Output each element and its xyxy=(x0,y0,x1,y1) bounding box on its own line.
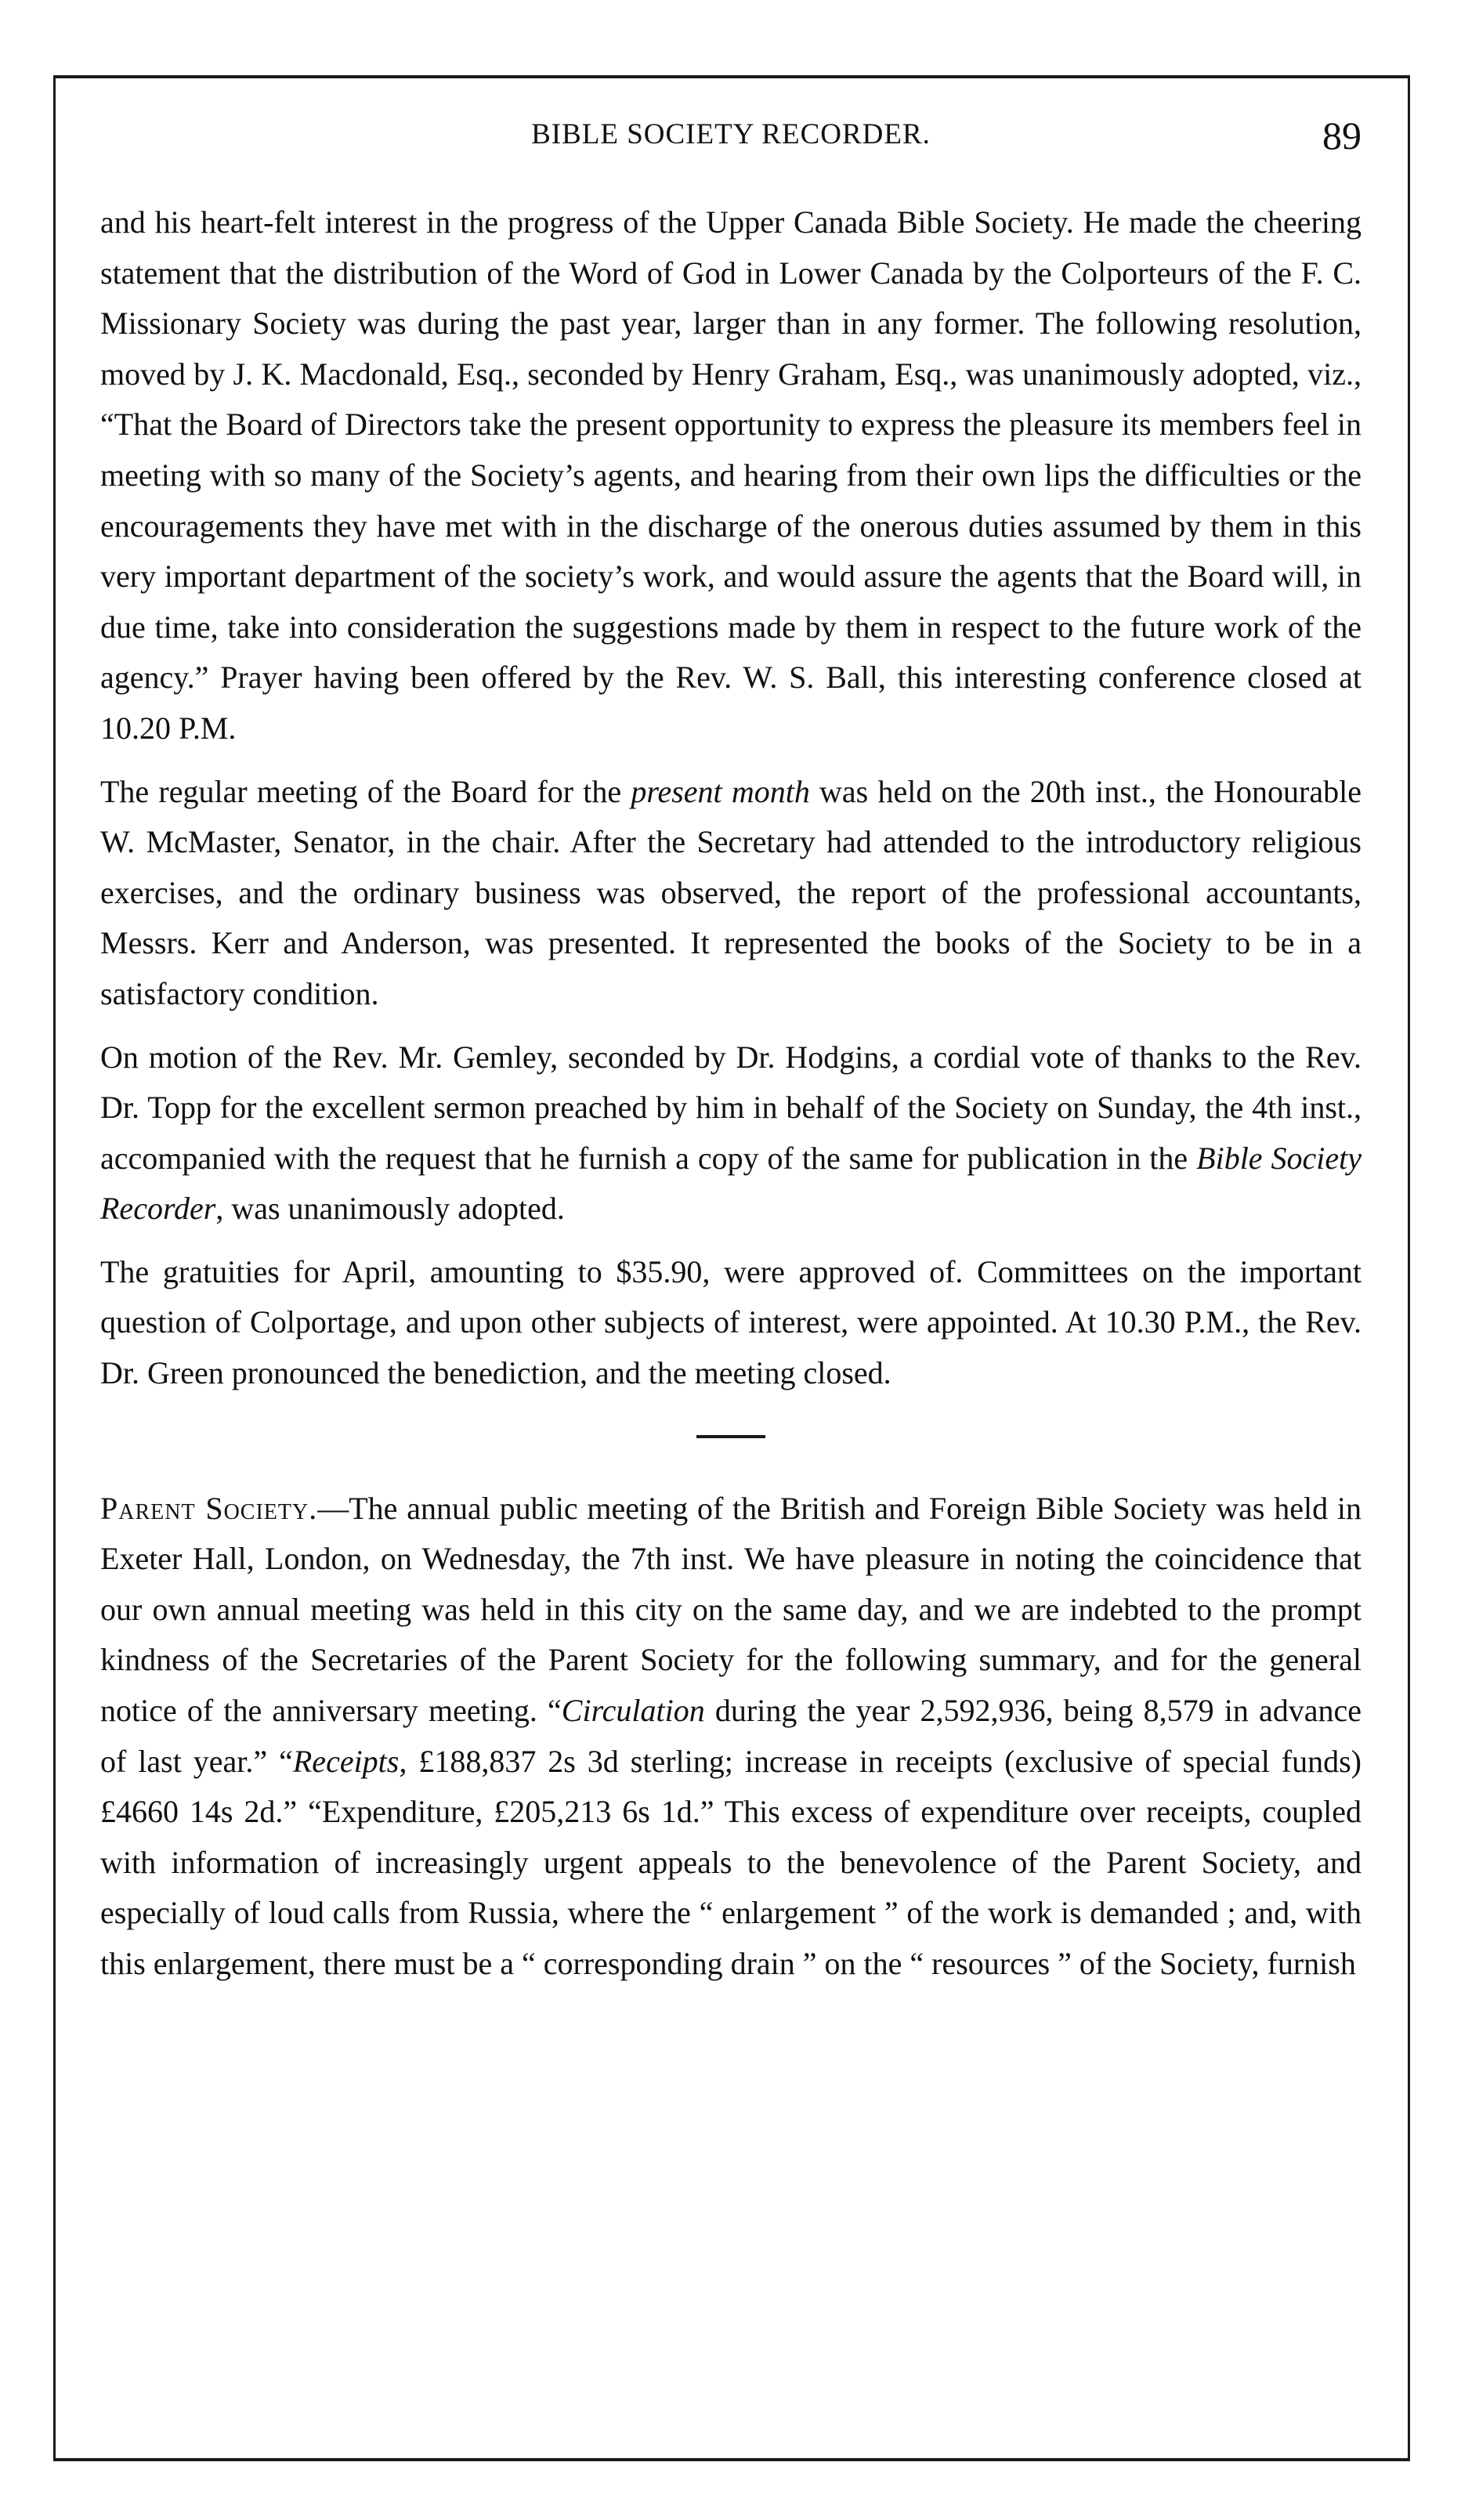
paragraph-conference: and his heart-felt interest in the progress of the Upper Canada Bible Society. He made the cheering statement that the distribution of the Word of God in Lower Canada by the Colporteurs of the F. C. Missionary Society was during the past year, larger than in any former. The following resolution, moved by J. K. Macdonald, Esq., seconded by Henry Graham, Esq., was unanimously adopted, viz., “That the Board of Directors take the present opportunity to express the pleasure its members feel in meeting with so many of the Society’s agents, and hearing from their own lips the difficulties or the encouragements they have met with in the discharge of the onerous duties assumed by them in this very important department of the society’s work, and would assure the agents that the Board will, in due time, take into consideration the suggestions made by them in respect to the future work of the agency.” Prayer having been offered by the Rev. W. S. Ball, this interesting conference closed at 10.20 P.M. xyxy=(100,204,1362,746)
italic-circulation: Circulation xyxy=(561,1693,705,1729)
section-divider xyxy=(696,1435,765,1438)
page-number: 89 xyxy=(1322,114,1362,157)
paragraph-parent-society xyxy=(100,1484,1362,1990)
paragraph-vote-of-thanks xyxy=(100,1032,1362,1235)
text-run: On motion of the Rev. Mr. Gemley, seconded by Dr. Hodgins, a cordial vote of thanks to the Rev. Dr. Topp for the excellent sermon preached by him in behalf of the Society on Sunday, the 4th inst., accompanied with the request that he furnish a copy of the same for publication in the xyxy=(100,1039,1362,1176)
italic-publication-title: Bible Society Recorder xyxy=(100,1140,1362,1227)
text-run: during the year 2,592,936, being 8,579 in advance of last year.” “ xyxy=(100,1693,1362,1779)
italic-present-month: present month xyxy=(631,773,810,809)
page-header xyxy=(100,114,1362,180)
text-run: , was unanimously adopted. xyxy=(215,1191,565,1227)
paragraph-gratuities: The gratuities for April, amounting to $35.90, were approved of. Committees on the important question of Colportage, and upon other subjects of interest, were appointed. At 10.30 P.M., the Rev. Dr. Green pronounced the benediction, and the meeting closed. xyxy=(100,1253,1362,1391)
section-lead-parent-society: Parent Society. xyxy=(100,1490,318,1526)
text-run: —The annual public meeting of the British and Foreign Bible Society was held in Exeter Hall, London, on Wednesday, the 7th inst. We have pleasure in noting the coincidence that our own annual meeting was held in this city on the same day, and we are indebted to the prompt kindness of the Secretaries of the Parent Society for the following summary, and for the general notice of the anniversary meeting. “ xyxy=(100,1490,1362,1729)
running-head: BIBLE SOCIETY RECORDER. xyxy=(531,118,931,150)
article-body xyxy=(100,197,1362,1990)
italic-receipts: Receipts, xyxy=(292,1743,407,1779)
text-run: was held on the 20th inst., the Honourable W. McMaster, Senator, in the chair. After the Secretary had attended to the introductory religious exercises, and the ordinary business was observed, the report of the professional accountants, Messrs. Kerr and Anderson, was presented. It represented the books of the Society to be in a satisfactory condition. xyxy=(100,773,1362,1011)
text-run: £188,837 2s 3d sterling; increase in receipts (exclusive of special funds) £4660 14s 2d.” “Expenditure, £205,213 6s 1d.” This excess of expenditure over receipts, coupled with information of increasingly urgent appeals to the benevolence of the Parent Society, and especially of loud calls from Russia, where the “ enlargement ” of the work is demanded ; and, with this enlargement, there must be a “ corresponding drain ” on the “ resources ” of the Society, furnish xyxy=(100,1743,1362,1981)
text-run: The regular meeting of the Board for the xyxy=(100,773,631,809)
paragraph-board-meeting xyxy=(100,767,1362,1020)
